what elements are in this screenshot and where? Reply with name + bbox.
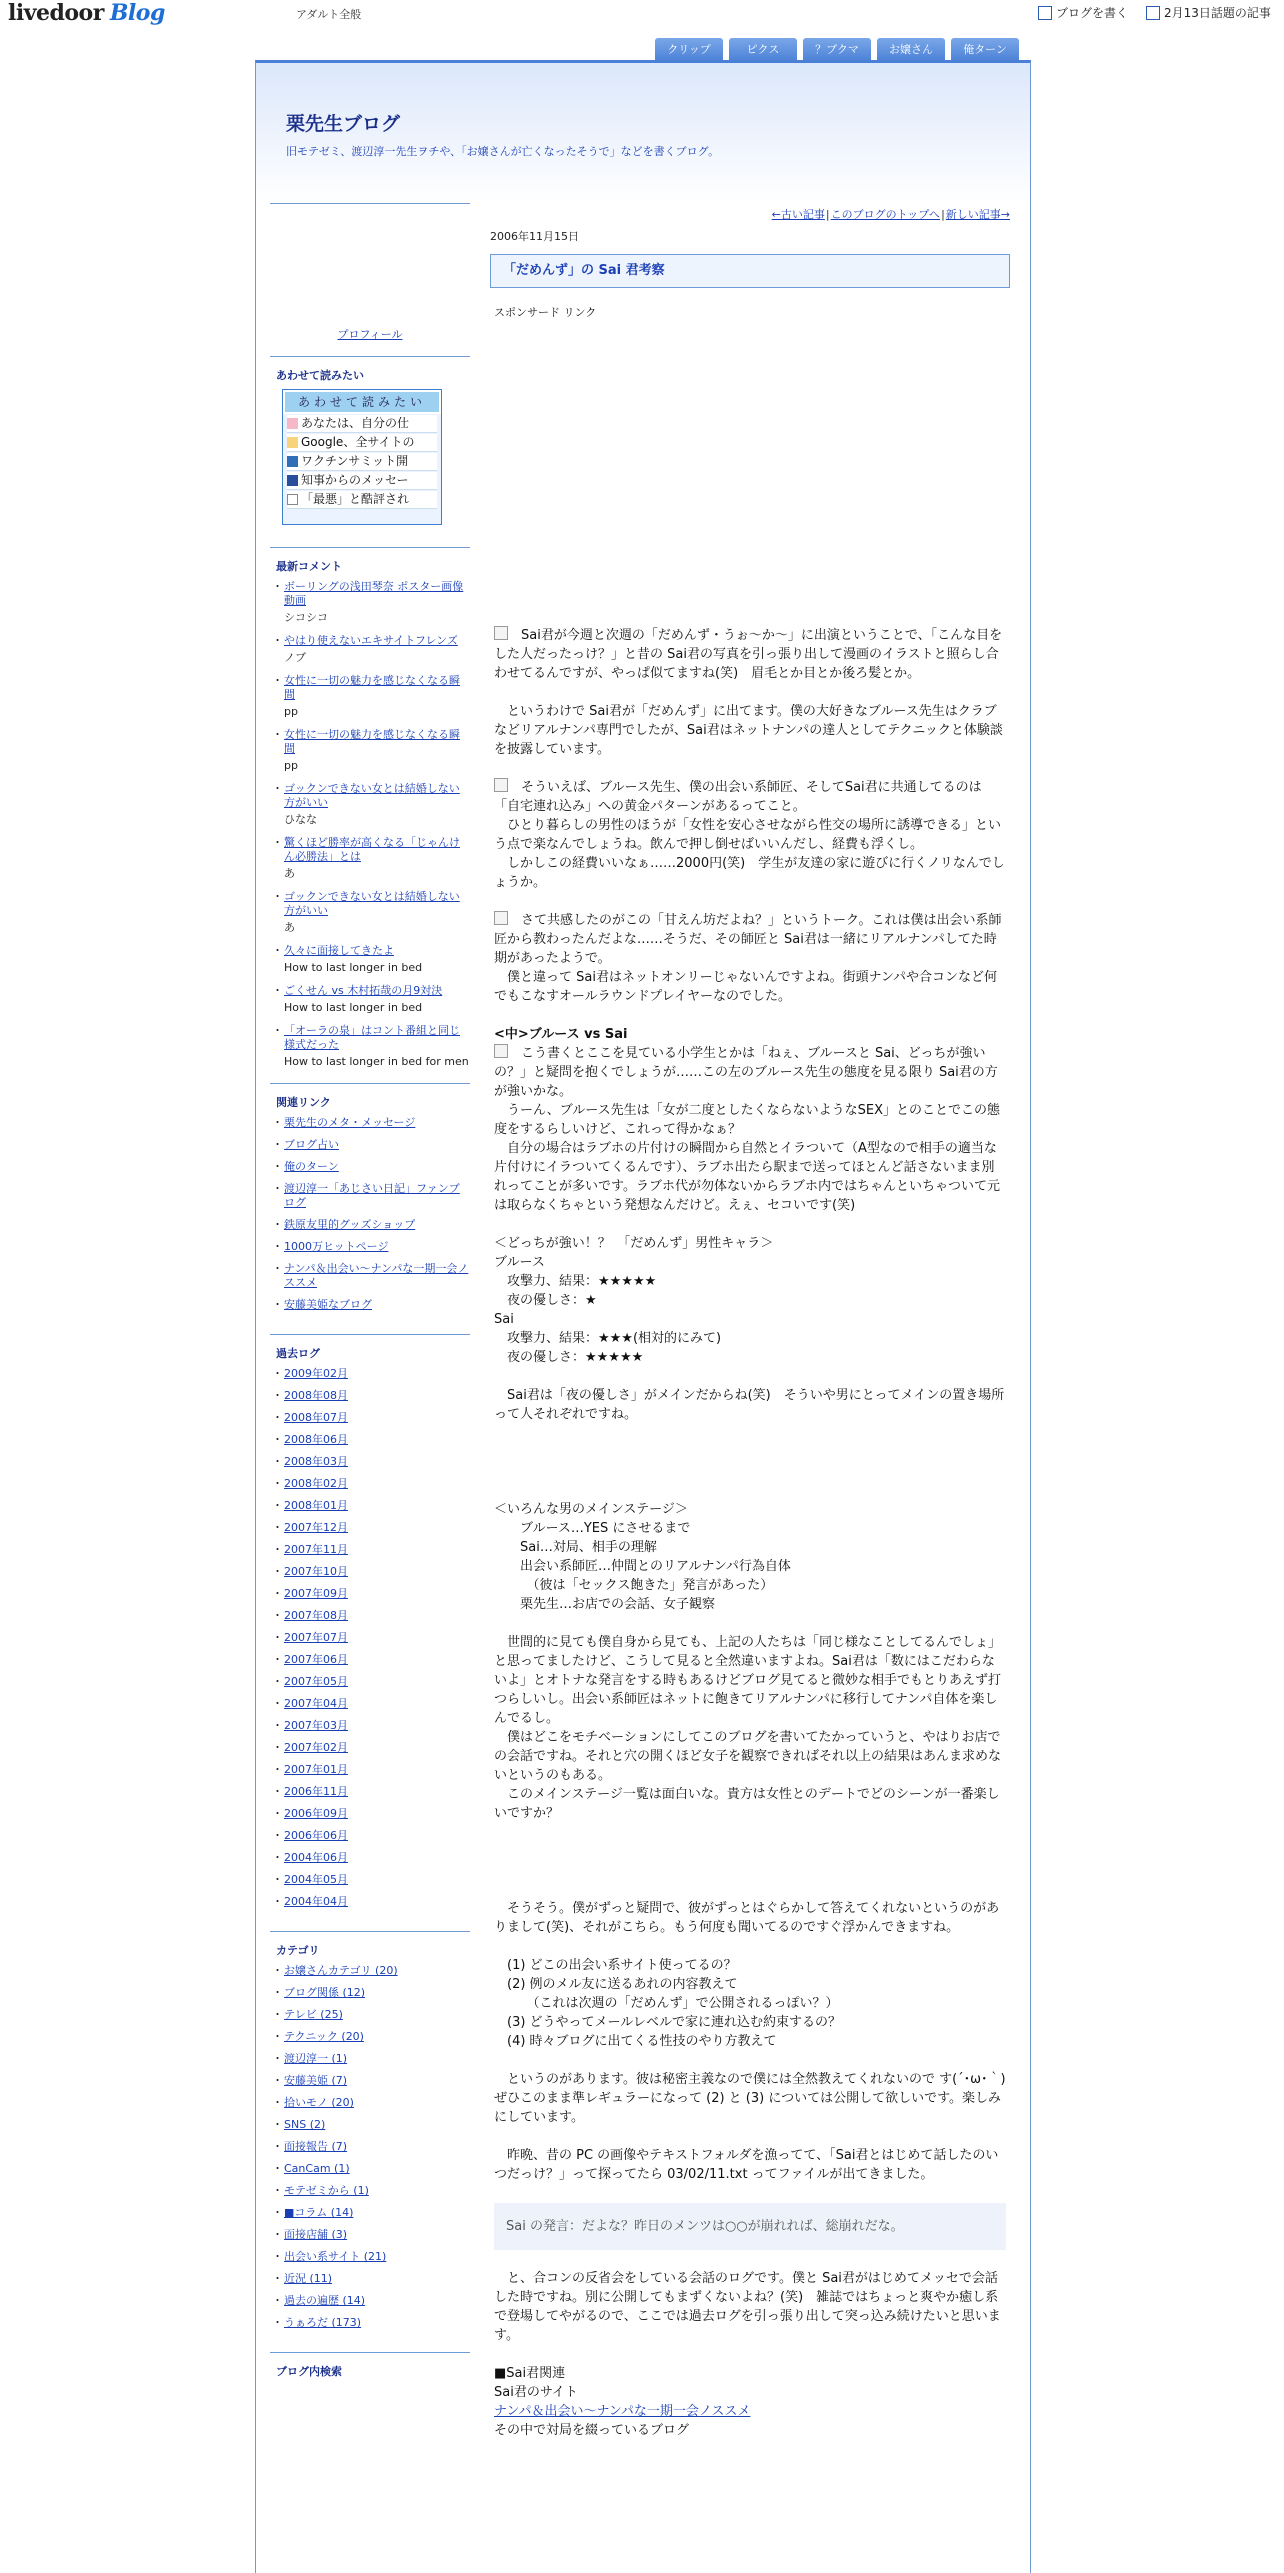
sidebar-link[interactable]: 2006年06月 (284, 1829, 348, 1842)
sidebar-link[interactable]: 2007年10月 (284, 1565, 348, 1578)
divider (270, 1931, 470, 1932)
sidebar-link[interactable]: 俺のターン (284, 1160, 339, 1173)
quote-block: Sai の発言：だよな？昨日のメンツは○○が崩れれば、総崩れだな。 (494, 2203, 1006, 2250)
pencil-icon (1038, 6, 1052, 20)
sidebar-list-item (276, 1851, 470, 1865)
sidebar-link[interactable]: 近況 (11) (284, 2272, 333, 2285)
sidebar-link[interactable]: 2008年08月 (284, 1389, 348, 1402)
sidebar-list-item (276, 1521, 470, 1535)
calendar-icon (1146, 6, 1160, 20)
sidebar-list-item (276, 634, 470, 665)
sidebar-link[interactable]: 2004年04月 (284, 1895, 348, 1908)
sidebar-link[interactable]: 面接店舗 (3) (284, 2228, 348, 2241)
broken-image-icon (494, 1044, 508, 1058)
sidebar-list-item (276, 1719, 470, 1733)
sidebar-link[interactable]: 2007年03月 (284, 1719, 348, 1732)
sidebar-link[interactable]: 2008年03月 (284, 1455, 348, 1468)
sidebar-list-item (276, 1763, 470, 1777)
comment-author: あ (284, 867, 295, 880)
write-blog-link[interactable] (1038, 4, 1128, 21)
blog-title[interactable]: 栗先生ブログ (286, 113, 401, 135)
recent-comments-section (270, 558, 470, 1069)
sidebar-list-item (276, 2140, 470, 2154)
paragraph (494, 778, 1006, 892)
paragraph: 世間的に見ても僕自身から見ても、上記の人たちは「同じ様なことしてるんでしょ」と思ってましたけど、こうして見ると全然違いますよね。Sai君は「数にはこだわらないよ」とオトナな発言をする時もあるけどブログ見てると微妙な相手でもとりあえず打つらしいし。出会い系師匠はネットに飽きてリアルナンパに移行してナンパ自体を楽しんでるし。 僕はどこをモチベーションにしてこのブログを書いてたかっていうと、やはりお店での会話ですね。それと穴の開くほど女子を観察できればそれ以上の結果はあんま求めないというのもある。 このメインステージ一覧は面白いな。貴方は女性とのデートでどのシーンが一番楽しいですか？ (494, 1635, 1002, 1821)
logo-blog-text: Blog (109, 0, 165, 26)
related-site-link[interactable]: ナンパ＆出会い～ナンパな一期一会ノススメ (494, 2404, 751, 2419)
sidebar-list-item (276, 1785, 470, 1799)
sidebar-link[interactable]: 渡辺淳一 (1) (284, 2052, 348, 2065)
paragraph: ＜どっちが強い！？ 「だめんず」男性キャラ＞ ブルース 攻撃力、結果：★★★★★ 夜の優しさ：★ Sai 攻撃力、結果：★★★(相対的にみて) 夜の優しさ：★★★★★ (494, 1236, 774, 1365)
divider (490, 203, 1010, 204)
tab-ore-turn[interactable]: 俺ターン (951, 38, 1019, 62)
sidebar-link[interactable]: ごくせん vs 木村拓哉の月9対決 (284, 984, 443, 997)
sidebar-link[interactable]: 拾いモノ (20) (284, 2096, 354, 2109)
sidebar-list-item (276, 1675, 470, 1689)
sidebar-list-item (276, 1138, 470, 1152)
sidebar-list-item (276, 1653, 470, 1667)
sidebar-link[interactable]: CanCam (1) (284, 2162, 350, 2175)
sidebar-link[interactable]: 2009年02月 (284, 1367, 348, 1380)
widget-item-label: あなたは、自分の仕 (301, 416, 410, 430)
sidebar-link[interactable]: うぁろだ (173) (284, 2316, 362, 2329)
archives-title: 過去ログ (276, 1347, 320, 1360)
sidebar-list-item (276, 580, 470, 625)
sidebar-link[interactable]: 出会い系サイト (21) (284, 2250, 387, 2263)
logo-text: livedoor (8, 0, 104, 26)
sidebar-link[interactable]: 栗先生のメタ・メッセージ (284, 1116, 416, 1129)
sidebar-list-item (276, 2162, 470, 2176)
sidebar-list-item (276, 2074, 470, 2088)
sidebar-list-item (276, 1697, 470, 1711)
widget-item[interactable] (287, 453, 437, 471)
sidebar-list-item (276, 1873, 470, 1887)
paragraph-text: そういえば、ブルース先生、僕の出会い系師匠、そしてSai君に共通してるのは「自宅連れ込み」への黄金パターンがあるってこと。 ひとり暮らしの男性のほうが「女性を安心させながら性交の場所に誘導できる」という点で楽なんでしょうね。飲んで押し倒せばいいんだし、経費も浮くし。 しかしこの経費いいなぁ……2000円(笑) 学生が友達の家に遊びに行くノリなんでしょうか。 (494, 780, 1005, 890)
sidebar-link[interactable]: テレビ (25) (284, 2008, 343, 2021)
comment-author: あ (284, 921, 295, 934)
broken-image-icon (494, 911, 508, 925)
sidebar-list-item (276, 984, 470, 1015)
section-heading: <中>ブルース vs Sai (494, 1027, 628, 1042)
sidebar-link[interactable]: 過去の遍歴 (14) (284, 2294, 366, 2307)
sidebar-link[interactable]: ゴックンできない女とは結婚しない方がいい (284, 890, 460, 917)
separator: | (941, 208, 945, 221)
separator: | (825, 208, 830, 221)
sidebar-list-item (276, 1829, 470, 1843)
sidebar-link[interactable]: 安藤美姫 (7) (284, 2074, 348, 2087)
sidebar-link[interactable]: 2007年07月 (284, 1631, 348, 1644)
related-site-label: Sai君のサイト (494, 2385, 578, 2400)
archives-list (270, 1367, 470, 1909)
widget-item[interactable] (287, 472, 437, 490)
sidebar-list-item (276, 1367, 470, 1381)
sidebar-link[interactable]: 2004年06月 (284, 1851, 348, 1864)
older-post-link[interactable]: ←古い記事 (771, 208, 825, 221)
sidebar-list-item (276, 1609, 470, 1623)
sidebar-list-item (276, 674, 470, 719)
sidebar-list-item (276, 1543, 470, 1557)
search-title: ブログ内検索 (276, 2365, 342, 2378)
post-date: 2006年11月15日 (490, 230, 579, 243)
sidebar-link[interactable]: テクニック (20) (284, 2030, 364, 2043)
related-read-widget (282, 389, 442, 525)
sidebar-link[interactable]: ブログ関係 (12) (284, 1986, 366, 1999)
comment-author: ひなな (284, 813, 317, 826)
sidebar-link[interactable]: モテゼミから (1) (284, 2184, 369, 2197)
categories-title: カテゴリ (276, 1944, 320, 1957)
sidebar-list-item (276, 2228, 470, 2242)
widget-item-label: 知事からのメッセー (301, 473, 409, 487)
paragraph-text: Sai君が今週と次週の「だめんず・うぉ～か～」に出演ということで、「こんな目をした人だったっけ？」と昔の Sai君の写真を引っ張り出して漫画のイラストと照らし合わせてるんですが、やっぱ似てますね(笑) 眉毛とか目とか後ろ髪とか。 (494, 628, 1003, 681)
sidebar-list-item (276, 1964, 470, 1978)
paragraph: というわけで Sai君が「だめんず」に出てます。僕の大好きなブルース先生はクラブなどリアルナンパ専門でしたが、Sai君はネットナンパの達人としてテクニックと体験談を披露しています。 (494, 704, 1003, 757)
links-list (270, 1116, 470, 1312)
sidebar-list-item (276, 2184, 470, 2198)
paragraph: (1) どこの出会い系サイト使ってるの？ (2) 例のメル友に送るあれの内容教えて （これは次週の「だめんず」で公開されるっぽい？） (3) どうやってメールレベルで家に連れ込む約束するの？ (4) 時々ブログに出てくる性技のやり方教えて (507, 1958, 841, 2049)
sidebar-link[interactable]: ボーリングの浅田琴奈 ポスター画像 動画 (284, 580, 464, 607)
related-read-section (270, 367, 470, 525)
comment-author: How to last longer in bed for men (284, 1055, 469, 1068)
sidebar-list-item (276, 1024, 470, 1069)
sidebar-list-item (276, 1433, 470, 1447)
comment-author: pp (284, 759, 298, 772)
paragraph-text: こう書くとここを見ている小学生とかは「ねぇ、ブルースと Sai、どっちが強いの？」と疑問を抱くでしょうが……この左のブルース先生の態度を見る限り Sai君の方が強いかな。 うーん、ブルース先生は「女が二度としたくならないようなSEX」とのことでこの態度をするらしいけど、これって得かなぁ？ 自分の場合はラブホの片付けの瞬間から自然とイラついて（A型なので相手の適当な片付けにイラついてくるんです）、ラブホ出たら駅まで送ってほとんど話さないまま別れってことが多いです。ラブホ代が勿体ないからラブホ内ではちゃんといちゃついて元は取らなくちゃという発想なんだけど。えぇ、セコいです(笑) (494, 1046, 1000, 1213)
sidebar-link[interactable]: 2007年02月 (284, 1741, 348, 1754)
sidebar (270, 203, 470, 2385)
sidebar-list-item (276, 1986, 470, 2000)
paragraph: と、合コンの反省会をしている会話のログです。僕と Sai君がはじめてメッセで会話した時ですね。別に公開してもまずくないよね？(笑) 雑誌ではちょっと爽やか癒し系で登場してやがるので、ここでは過去ログを引っ張り出して突っ込み続けたいと思います。 (494, 2271, 1001, 2343)
paragraph-text: さて共感したのがこの「甘えん坊だよね？」というトーク。これは僕は出会い系師匠から教わったんだよな……そうだ、その師匠と Sai君は一緒にリアルナンパしてた時期があったようで。 僕と違って Sai君はネットオンリーじゃないんですよね。街頭ナンパや合コンなど何でもこなすオールラウンドプレイヤーなのでした。 (494, 913, 1002, 1004)
sidebar-link[interactable]: 2007年04月 (284, 1697, 348, 1710)
sidebar-link[interactable]: 2007年06月 (284, 1653, 348, 1666)
sidebar-link[interactable]: ゴックンできない女とは結婚しない方がいい (284, 782, 460, 809)
sidebar-list-item (276, 1895, 470, 1909)
sidebar-list-item (276, 1240, 470, 1254)
sidebar-list-item (276, 1218, 470, 1232)
sidebar-link[interactable]: ブログ占い (284, 1138, 339, 1151)
comment-author: ノブ (284, 651, 306, 664)
sidebar-list-item (276, 1160, 470, 1174)
top-tabs (655, 38, 1019, 62)
widget-item-label: ワクチンサミット開 (301, 454, 409, 468)
sidebar-link[interactable]: 2006年09月 (284, 1807, 348, 1820)
sidebar-list-item (276, 2118, 470, 2132)
sidebar-list-item (276, 1411, 470, 1425)
broken-image-icon (494, 626, 508, 640)
sidebar-list-item (276, 944, 470, 975)
recent-comments-list (270, 580, 470, 1069)
sidebar-link[interactable]: 2004年05月 (284, 1873, 348, 1886)
sidebar-list-item (276, 2206, 470, 2220)
profile-link[interactable]: プロフィール (337, 328, 403, 341)
sidebar-link[interactable]: 1000万ヒットページ (284, 1240, 389, 1253)
divider (270, 2352, 470, 2353)
sidebar-list-item (276, 1389, 470, 1403)
paragraph (494, 1044, 1006, 1215)
trending-label: 2月13日話題の記事 (1164, 6, 1271, 20)
search-section (270, 2363, 470, 2379)
related-read-title: あわせて読みたい (276, 369, 364, 382)
adult-category-link[interactable]: アダルト全般 (296, 8, 362, 21)
sidebar-link[interactable]: 驚くほど勝率が高くなる「じゃんけん必勝法」とは (284, 836, 460, 863)
page-navigation (490, 206, 1010, 222)
categories-list (270, 1964, 470, 2330)
sidebar-link[interactable]: 2007年05月 (284, 1675, 348, 1688)
categories-section (270, 1942, 470, 2330)
sidebar-list-item (276, 1565, 470, 1579)
sidebar-list-item (276, 2096, 470, 2110)
widget-item[interactable] (287, 434, 437, 452)
sidebar-link[interactable]: 久々に面接してきたよ (284, 944, 394, 957)
related-heading: ■Sai君関連 (494, 2366, 566, 2381)
sidebar-list-item (276, 2316, 470, 2330)
blog-description: 旧モテゼミ、渡辺淳一先生ヲチや、「お嬢さんが亡くなったそうで」などを書くブログ。 (286, 145, 720, 158)
sidebar-list-item (276, 1631, 470, 1645)
tab-clip[interactable]: クリップ (655, 38, 723, 62)
sidebar-list-item (276, 1587, 470, 1601)
sidebar-list-item (276, 1116, 470, 1130)
divider (270, 356, 470, 357)
sidebar-link[interactable]: SNS (2) (284, 2118, 326, 2131)
thumbnail-icon (287, 437, 298, 448)
related-note: その中で対局を綴っているブログ (494, 2423, 690, 2438)
widget-item[interactable] (287, 415, 437, 433)
sidebar-link[interactable]: 安藤美姫なブログ (284, 1298, 372, 1311)
entry-title-text: 「だめんず」の Sai 君考察 (503, 263, 665, 278)
sidebar-list-item (276, 2272, 470, 2286)
sponsored-link-label: スポンサード リンク (494, 306, 597, 319)
paragraph: ＜いろんな男のメインステージ＞ ブルース…YES にさせるまで Sai…対局、相手の理解 出会い系師匠…仲間とのリアルナンパ行為自体 （彼は「セックス飽きた」発言があった） 栗先生…お店での会話、女子観察 (494, 1502, 791, 1612)
blog-top-link[interactable]: このブログのトップへ (830, 208, 941, 221)
sidebar-link[interactable]: 女性に一切の魅力を感じなくなる瞬間 (284, 728, 460, 755)
sidebar-list-item (276, 2294, 470, 2308)
paragraph: そうそう。僕がずっと疑問で、彼がずっとはぐらかして答えてくれないというのがありまして(笑)、それがこちら。もう何度も聞いてるのですぐ浮かんできますね。 (494, 1901, 1000, 1935)
divider (270, 1083, 470, 1084)
sidebar-link[interactable]: 「オーラの泉」はコント番組と同じ様式だった (284, 1024, 460, 1051)
sidebar-list-item (276, 1741, 470, 1755)
links-section (270, 1094, 470, 1312)
entry-body (490, 626, 1019, 2440)
sidebar-link[interactable]: 面接報告 (7) (284, 2140, 348, 2153)
tab-ojousan[interactable]: お嬢さん (877, 38, 945, 62)
profile-image-area (270, 204, 470, 326)
widget-item-label: Google、全サイトの (301, 435, 415, 449)
sidebar-link[interactable]: お嬢さんカテゴリ (20) (284, 1964, 398, 1977)
sidebar-link[interactable]: 2007年12月 (284, 1521, 348, 1534)
sidebar-list-item (276, 890, 470, 935)
recent-comments-title: 最新コメント (276, 560, 342, 573)
sidebar-list-item (276, 2008, 470, 2022)
widget-header: あわせて読みたい (283, 390, 441, 414)
sidebar-list-item (276, 1298, 470, 1312)
sidebar-list-item (276, 2250, 470, 2264)
sidebar-link[interactable]: 2007年08月 (284, 1609, 348, 1622)
sidebar-list-item (276, 728, 470, 773)
sidebar-link[interactable]: 渡辺淳一「あじさい日記」ファンブログ (284, 1182, 460, 1209)
top-bar (0, 0, 1284, 30)
comment-author: シコシコ (284, 611, 328, 624)
paragraph: 昨晩、昔の PC の画像やテキストフォルダを漁ってて、「Sai君とはじめて話したのいつだっけ？」って探ってたら 03/02/11.txt ってファイルが出てきました。 (494, 2148, 999, 2182)
sidebar-link[interactable]: 2008年01月 (284, 1499, 348, 1512)
sidebar-list-item (276, 1499, 470, 1513)
sidebar-link[interactable]: ナンパ＆出会い～ナンパな一期一会ノススメ (284, 1262, 469, 1289)
sidebar-list-item (276, 2030, 470, 2044)
sidebar-list-item (276, 1807, 470, 1821)
thumbnail-icon (287, 475, 298, 486)
sidebar-link[interactable]: 鉄原友里的グッズショップ (284, 1218, 416, 1231)
sidebar-link[interactable]: 女性に一切の魅力を感じなくなる瞬間 (284, 674, 460, 701)
comment-author: pp (284, 705, 298, 718)
thumbnail-icon (287, 418, 298, 429)
entry-title[interactable] (490, 254, 1010, 288)
trending-link[interactable] (1146, 4, 1271, 21)
tab-pics[interactable]: ピクス (729, 38, 797, 62)
sidebar-list-item (276, 1182, 470, 1210)
tab-bookmark[interactable]: ？ブクマ (803, 38, 871, 62)
sidebar-link[interactable]: 2008年02月 (284, 1477, 348, 1490)
sidebar-link[interactable]: 2007年01月 (284, 1763, 348, 1776)
livedoor-blog-logo[interactable] (8, 0, 165, 26)
newer-post-link[interactable]: 新しい記事→ (945, 208, 1010, 221)
broken-image-icon (494, 778, 508, 792)
sidebar-link[interactable]: 2008年06月 (284, 1433, 348, 1446)
thumbnail-icon (287, 494, 298, 505)
divider (270, 547, 470, 548)
article (490, 203, 1019, 2440)
comment-author: How to last longer in bed (284, 961, 423, 974)
comment-author: How to last longer in bed (284, 1001, 423, 1014)
sidebar-list-item (276, 1262, 470, 1290)
sidebar-list-item (276, 1477, 470, 1491)
sidebar-link[interactable]: ■コラム (14) (284, 2206, 354, 2219)
widget-item[interactable] (287, 491, 437, 509)
paragraph (494, 626, 1006, 683)
sidebar-link[interactable]: 2006年11月 (284, 1785, 348, 1798)
write-blog-label: ブログを書く (1056, 6, 1129, 20)
thumbnail-icon (287, 456, 298, 467)
sidebar-list-item (276, 836, 470, 881)
paragraph (494, 911, 1006, 1006)
widget-item-label: 「最悪」と酷評され (301, 492, 410, 506)
sidebar-link[interactable]: 2007年09月 (284, 1587, 348, 1600)
sidebar-link[interactable]: 2007年11月 (284, 1543, 348, 1556)
sidebar-link[interactable]: 2008年07月 (284, 1411, 348, 1424)
sidebar-list-item (276, 782, 470, 827)
sidebar-list-item (276, 1455, 470, 1469)
paragraph: Sai君は「夜の優しさ」がメインだからね(笑) そういや男にとってメインの置き場所って人それぞれですね。 (494, 1388, 1005, 1422)
sidebar-list-item (276, 2052, 470, 2066)
archives-section (270, 1345, 470, 1909)
links-title: 関連リンク (276, 1096, 331, 1109)
divider (270, 1334, 470, 1335)
sidebar-link[interactable]: やはり使えないエキサイトフレンズ (284, 634, 458, 647)
paragraph: というのがあります。彼は秘密主義なので僕には全然教えてくれないので す(´･ω･｀) ぜひこのまま準レギュラーになって (2) と (3) については公開して欲しいです。楽しみにしています。 (494, 2072, 1019, 2125)
blog-frame (255, 60, 1031, 2573)
